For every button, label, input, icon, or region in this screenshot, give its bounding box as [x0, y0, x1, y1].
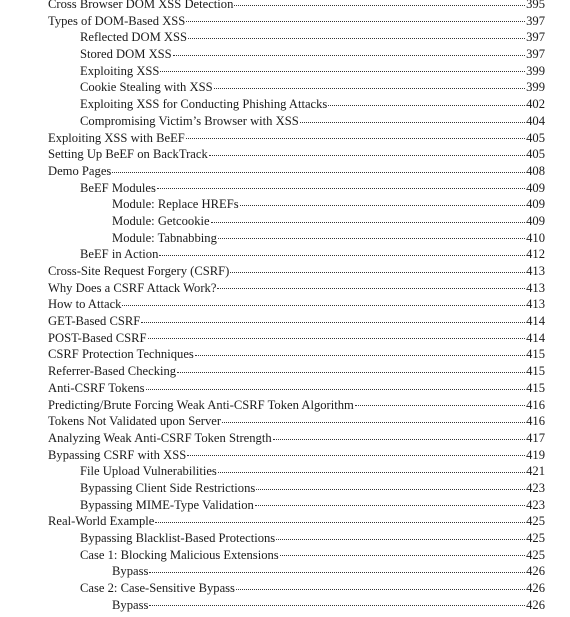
- dot-leader: [300, 122, 525, 123]
- toc-entry-page-number: 413: [526, 264, 545, 278]
- toc-entry-page-number: 416: [526, 414, 545, 429]
- toc-entry[interactable]: [48, 530, 545, 547]
- toc-entry[interactable]: [48, 413, 545, 430]
- dot-leader: [256, 489, 525, 490]
- toc-entry[interactable]: [48, 547, 545, 564]
- toc-entry-page-number: 426: [526, 597, 545, 612]
- dot-leader: [328, 105, 525, 106]
- toc-entry-page-number: 417: [526, 430, 545, 445]
- dot-leader: [186, 21, 525, 22]
- toc-entry-page-number: 421: [526, 464, 545, 479]
- dot-leader: [159, 255, 525, 256]
- toc-entry[interactable]: [48, 280, 545, 297]
- dot-leader: [236, 589, 525, 590]
- toc-entry[interactable]: [48, 180, 545, 197]
- toc-entry-title: Bypass: [112, 597, 149, 612]
- toc-entry-page-number: 408: [526, 163, 545, 178]
- toc-entry[interactable]: [48, 563, 545, 580]
- dot-leader: [148, 338, 526, 339]
- toc-entry-title: Types of DOM-Based XSS: [48, 13, 186, 28]
- toc-entry[interactable]: [48, 480, 545, 497]
- toc-entry-title: Bypassing Client Side Restrictions: [80, 480, 256, 495]
- dot-leader: [234, 5, 525, 6]
- toc-entry[interactable]: [48, 213, 545, 230]
- toc-entry-title: Stored DOM XSS: [80, 47, 172, 62]
- toc-entry[interactable]: [48, 380, 545, 397]
- toc-entry-title: Referrer-Based Checking: [48, 364, 177, 379]
- dot-leader: [280, 555, 525, 556]
- toc-entry-title: POST-Based CSRF: [48, 330, 147, 345]
- dot-leader: [177, 372, 525, 373]
- toc-entry-page-number: 423: [526, 480, 545, 495]
- dot-leader: [217, 288, 525, 289]
- toc-entry-page-number: 409: [526, 197, 545, 212]
- dot-leader: [222, 422, 525, 423]
- toc-entry-page-number: 414: [526, 330, 545, 345]
- toc-entry-title: Predicting/Brute Forcing Weak Anti-CSRF Token Algorithm: [48, 397, 354, 412]
- toc-entry-title: Tokens Not Validated upon Server: [48, 414, 222, 429]
- toc-entry-page-number: 404: [526, 113, 545, 128]
- toc-entry-title: Exploiting XSS for Conducting Phishing Attacks: [80, 97, 328, 112]
- toc-entry-page-number: 410: [526, 230, 545, 245]
- toc-entry-page-number: 412: [526, 247, 545, 262]
- toc-entry-page-number: 413: [526, 297, 545, 312]
- toc-entry-title: Case 1: Blocking Malicious Extensions: [80, 547, 279, 562]
- dot-leader: [173, 55, 525, 56]
- toc-entry-title: Cross-Site Request Forgery (CSRF): [48, 264, 230, 278]
- toc-entry-title: Bypassing MIME-Type Validation: [80, 497, 254, 512]
- toc-entry[interactable]: [48, 0, 545, 13]
- toc-entry[interactable]: [48, 580, 545, 597]
- toc-entry[interactable]: [48, 29, 545, 46]
- dot-leader: [155, 522, 525, 523]
- toc-entry-title: GET-Based CSRF: [48, 314, 141, 329]
- toc-entry-page-number: 415: [526, 347, 545, 362]
- toc-entry[interactable]: [48, 313, 545, 330]
- toc-entry-title: How to Attack: [48, 297, 122, 312]
- dot-leader: [157, 188, 525, 189]
- toc-entry[interactable]: [48, 230, 545, 247]
- toc-entry[interactable]: [48, 330, 545, 347]
- toc-entry-title: Cookie Stealing with XSS: [80, 80, 213, 95]
- toc-entry-title: Compromising Victim’s Browser with XSS: [80, 113, 299, 128]
- toc-entry[interactable]: [48, 497, 545, 514]
- toc-entry-title: Case 2: Case-Sensitive Bypass: [80, 581, 235, 596]
- toc-entry-title: File Upload Vulnerabilities: [80, 464, 217, 479]
- toc-entry-title: Real-World Example: [48, 514, 155, 529]
- toc-entry[interactable]: [48, 130, 545, 147]
- toc-entry-title: Exploiting XSS with BeEF: [48, 130, 185, 145]
- dot-leader: [218, 472, 525, 473]
- dot-leader: [218, 238, 525, 239]
- dot-leader: [160, 71, 525, 72]
- dot-leader: [112, 172, 525, 173]
- toc-entry-page-number: 409: [526, 213, 545, 228]
- toc-entry[interactable]: [48, 113, 545, 130]
- toc-entry-title: Why Does a CSRF Attack Work?: [48, 280, 217, 295]
- toc-entry-page-number: 423: [526, 497, 545, 512]
- toc-entry-page-number: 402: [526, 97, 545, 112]
- dot-leader: [214, 88, 526, 89]
- dot-leader: [187, 455, 525, 456]
- toc-entry[interactable]: [48, 363, 545, 380]
- table-of-contents: [48, 0, 545, 613]
- toc-entry-page-number: 413: [526, 280, 545, 295]
- dot-leader: [355, 405, 525, 406]
- dot-leader: [209, 155, 525, 156]
- toc-entry-title: Reflected DOM XSS: [80, 30, 188, 45]
- toc-entry-page-number: 397: [526, 30, 545, 45]
- toc-entry-title: Bypass: [112, 564, 149, 579]
- toc-entry-page-number: 405: [526, 147, 545, 162]
- toc-entry-page-number: 399: [526, 80, 545, 95]
- toc-entry[interactable]: [48, 513, 545, 530]
- toc-entry[interactable]: [48, 96, 545, 113]
- toc-entry[interactable]: [48, 63, 545, 80]
- toc-entry[interactable]: [48, 246, 545, 263]
- toc-entry-title: Module: Tabnabbing: [112, 230, 217, 245]
- dot-leader: [188, 38, 525, 39]
- toc-entry-page-number: 415: [526, 364, 545, 379]
- toc-entry[interactable]: [48, 46, 545, 63]
- dot-leader: [149, 572, 525, 573]
- toc-entry-title: CSRF Protection Techniques: [48, 347, 194, 362]
- toc-entry-page-number: 426: [526, 581, 545, 596]
- dot-leader: [276, 539, 525, 540]
- dot-leader: [240, 205, 525, 206]
- toc-entry-title: Cross Browser DOM XSS Detection: [48, 0, 234, 11]
- toc-entry-title: Demo Pages: [48, 163, 112, 178]
- toc-entry[interactable]: [48, 163, 545, 180]
- toc-entry-page-number: 405: [526, 130, 545, 145]
- toc-entry-page-number: 425: [526, 514, 545, 529]
- toc-entry-title: Exploiting XSS: [80, 63, 160, 78]
- toc-entry[interactable]: [48, 346, 545, 363]
- toc-entry[interactable]: [48, 597, 545, 614]
- toc-entry[interactable]: [48, 146, 545, 163]
- dot-leader: [186, 138, 525, 139]
- dot-leader: [146, 389, 526, 390]
- toc-entry[interactable]: [48, 447, 545, 464]
- toc-entry[interactable]: [48, 196, 545, 213]
- toc-entry-title: Bypassing CSRF with XSS: [48, 447, 187, 462]
- toc-entry-page-number: 419: [526, 447, 545, 462]
- dot-leader: [273, 439, 525, 440]
- toc-entry-page-number: 409: [526, 180, 545, 195]
- toc-entry-page-number: 425: [526, 547, 545, 562]
- dot-leader: [255, 505, 525, 506]
- toc-entry-title: Module: Replace HREFs: [112, 197, 239, 212]
- toc-entry-title: Module: Getcookie: [112, 213, 210, 228]
- toc-entry-title: BeEF Modules: [80, 180, 156, 195]
- dot-leader: [211, 222, 526, 223]
- toc-entry[interactable]: [48, 13, 545, 30]
- toc-entry-page-number: 416: [526, 397, 545, 412]
- toc-entry[interactable]: [48, 263, 545, 280]
- dot-leader: [230, 272, 525, 273]
- toc-entry[interactable]: [48, 430, 545, 447]
- toc-entry-page-number: 397: [526, 47, 545, 62]
- toc-entry-page-number: 415: [526, 380, 545, 395]
- toc-entry-page-number: 397: [526, 13, 545, 28]
- toc-entry-title: BeEF in Action: [80, 247, 159, 262]
- toc-entry[interactable]: [48, 397, 545, 414]
- toc-entry-page-number: 395: [526, 0, 545, 11]
- toc-entry-title: Analyzing Weak Anti-CSRF Token Strength: [48, 430, 272, 445]
- toc-entry[interactable]: [48, 296, 545, 313]
- toc-entry-title: Anti-CSRF Tokens: [48, 380, 145, 395]
- dot-leader: [149, 605, 525, 606]
- toc-entry-page-number: 425: [526, 531, 545, 545]
- toc-entry-title: Bypassing Blacklist-Based Protections: [80, 531, 276, 545]
- toc-entry-title: Setting Up BeEF on BackTrack: [48, 147, 208, 162]
- dot-leader: [141, 322, 525, 323]
- toc-entry-page-number: 399: [526, 63, 545, 78]
- toc-entry-page-number: 414: [526, 314, 545, 329]
- dot-leader: [122, 305, 525, 306]
- toc-entry-page-number: 426: [526, 564, 545, 579]
- toc-entry[interactable]: [48, 463, 545, 480]
- toc-entry[interactable]: [48, 79, 545, 96]
- dot-leader: [195, 355, 525, 356]
